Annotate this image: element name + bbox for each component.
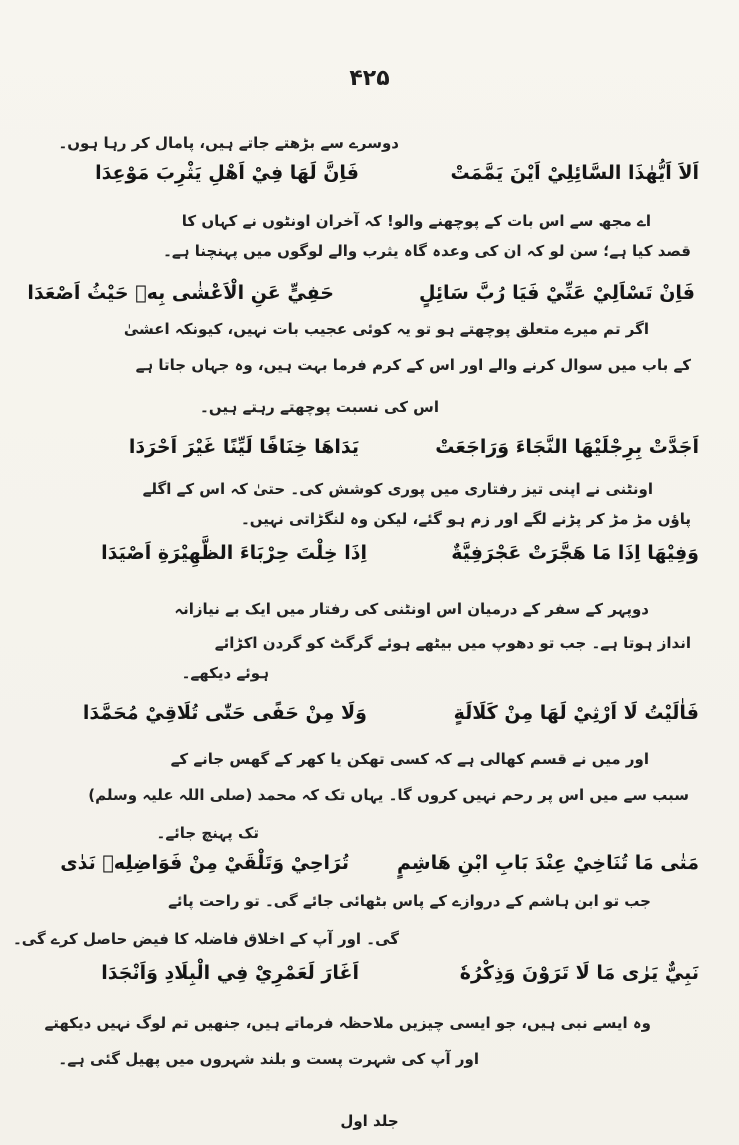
verse-couplet [0, 542, 739, 572]
verse-hemistich-first: فَاٰلَيْتُ لَا اَرْثِيْ لَهَا مِنْ كَلَالَةٍ [453, 702, 699, 724]
verse-hemistich-second: حَفِيٍّ عَنِ الْاَعْشٰى بِهٖ حَيْثُ اَصْعَدَا [27, 282, 334, 304]
prose-line: سبب سے میں اس پر رحم نہیں کروں گا۔ یہاں تک کہ محمد (صلی اللہ علیہ وسلم) [88, 786, 689, 804]
verse-hemistich-first: اَجَدَّتْ بِرِجْلَيْهَا النَّجَاءَ وَرَاجَعَتْ [435, 436, 699, 458]
verse-hemistich-second: فَاِنَّ لَهَا فِيْ اَهْلِ يَثْرِبَ مَوْعِدَا [95, 162, 359, 184]
verse-hemistich-first: وَفِيْهَا اِذَا مَا هَجَّرَتْ عَجْرَفِيَّةٌ [451, 542, 699, 564]
prose-line: تک پہنچ جائے۔ [156, 824, 259, 842]
verse-couplet [0, 702, 739, 732]
prose-line: وہ ایسے نبی ہیں، جو ایسی چیزیں ملاحظہ فرماتے ہیں، جنھیں تم لوگ نہیں دیکھتے [44, 1014, 651, 1032]
prose-line: اور آپ کی شہرت پست و بلند شہروں میں پھیل گئی ہے۔ [58, 1050, 479, 1068]
verse-couplet [0, 436, 739, 466]
verse-hemistich-first: مَتٰى مَا تُنَاخِيْ عِنْدَ بَابِ ابْنِ هَاشِمٍ [397, 852, 699, 874]
volume-label: جلد اول [340, 1112, 399, 1130]
verse-hemistich-first: اَلاَ اَيُّهٰذَا السَّائِلِيْ اَيْنَ يَمَّمَتْ [450, 162, 699, 184]
prose-line: انداز ہوتا ہے۔ جب تو دھوپ میں بیٹھے ہوئے گرگٹ کو گردن اکڑائے [214, 634, 691, 652]
prose-line: جب تو ابن ہاشم کے دروازے کے پاس بٹھائی جائے گی۔ تو راحت پائے [168, 892, 651, 910]
verse-couplet [0, 282, 739, 312]
verse-hemistich-second: اَغَارَ لَعَمْرِيْ فِي الْبِلَادِ وَاَنْجَدَا [101, 962, 359, 984]
verse-hemistich-second: وَلَا مِنْ حَفًى حَتّٰى تُلَاقِيْ مُحَمَّدَا [82, 702, 367, 724]
verse-hemistich-second: اِذَا خِلْتَ حِرْبَاءَ الظَّهِيْرَةِ اَصْيَدَا [101, 542, 367, 564]
prose-line: اونٹنی نے اپنی تیز رفتاری میں پوری کوشش کی۔ حتیٰ کہ اس کے اگلے [142, 480, 653, 498]
prose-line: کے باب میں سوال کرنے والے اور اس کے کرم فرما بہت ہیں، وہ جہاں جاتا ہے [135, 356, 691, 374]
prose-line: اور میں نے قسم کھالی ہے کہ کسی تھکن یا کھر کے گھس جانے کے [170, 750, 649, 768]
verse-couplet [0, 962, 739, 992]
verse-hemistich-first: فَاِنْ تَسْاَلِيْ عَنِّيْ فَيَا رُبَّ سَائِلٍ [418, 282, 695, 304]
page-number: ۴۲۵ [349, 66, 390, 91]
prose-line: دوسرے سے بڑھتے جاتے ہیں، پامال کر رہا ہوں۔ [58, 134, 399, 152]
verse-couplet [0, 852, 739, 882]
verse-hemistich-first: نَبِيٌّ يَرٰى مَا لَا تَرَوْنَ وَذِكْرُهٗ [459, 962, 699, 984]
prose-line: اگر تم میرے متعلق پوچھتے ہو تو یہ کوئی عجیب بات نہیں، کیونکہ اعشیٰ [123, 320, 649, 338]
prose-line: گی۔ اور آپ کے اخلاق فاضلہ کا فیض حاصل کرے گی۔ [13, 930, 399, 948]
prose-line: پاؤں مڑ مڑ کر پڑنے لگے اور زم ہو گئے، لیکن وہ لنگڑاتی نہیں۔ [240, 510, 691, 528]
prose-line: دوپہر کے سفر کے درمیان اس اونٹنی کی رفتار میں ایک بے نیازانہ [174, 600, 649, 618]
prose-line: ہوئے دیکھے۔ [181, 664, 269, 682]
prose-line: اے مجھ سے اس بات کے پوچھنے والو! کہ آخران اونٹوں نے کہاں کا [181, 212, 651, 230]
prose-line: اس کی نسبت پوچھتے رہتے ہیں۔ [200, 398, 439, 416]
verse-hemistich-second: يَدَاهَا خِنَافًا لَيِّنًا غَيْرَ اَحْرَدَا [128, 436, 359, 458]
verse-couplet [0, 162, 739, 192]
verse-hemistich-second: تُرَاحِيْ وَتَلْقَيْ مِنْ فَوَاضِلِهٖ نَدٰى [60, 852, 349, 874]
prose-line: قصد کیا ہے؛ سن لو کہ ان کی وعدہ گاہ یثرب والے لوگوں میں پہنچنا ہے۔ [163, 242, 691, 260]
